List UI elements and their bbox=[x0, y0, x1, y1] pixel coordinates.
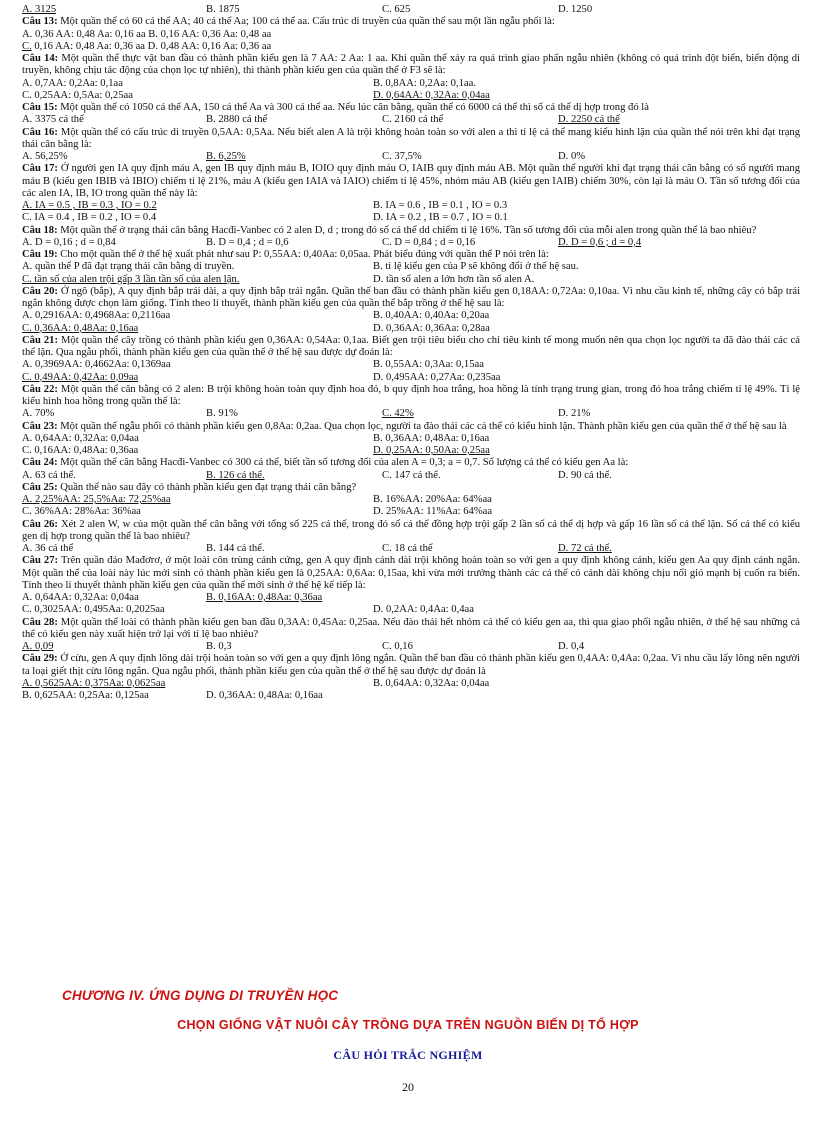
option-a: A. IA = 0.5 , IB = 0.3 , IO = 0.2 bbox=[22, 200, 157, 211]
question-text: Một quần thể loài có thành phần kiểu gen ban đầu 0,3AA: 0,45Aa: 0,25aa. Nếu đào thải hết nhóm cá thể có kiểu gen aa, thì qua giao phối ngẫu nhiên, ở thế hệ sau những cá thể có kiểu gen này xuất hiện trở lại với tỉ lệ bao nhiêu? bbox=[22, 616, 800, 640]
option-d: D. 0,36AA: 0,36Aa: 0,28aa bbox=[373, 322, 490, 334]
question-14 bbox=[22, 53, 800, 78]
q27-options bbox=[22, 592, 800, 604]
q19-options-2 bbox=[22, 274, 800, 286]
question-15 bbox=[22, 102, 800, 114]
option-d: D. D = 0,6 ; d = 0,4 bbox=[558, 236, 642, 248]
option-a: A. D = 0,16 ; d = 0,84 bbox=[22, 236, 116, 248]
q23-options-2 bbox=[22, 445, 800, 457]
option-b: B. 0,36AA: 0,48Aa: 0,16aa bbox=[373, 432, 490, 444]
question-text: Một quần thể ngẫu phối có thành phần kiểu gen 0,8Aa: 0,2aa. Qua chọn lọc, người ta đào thải các cá thể có kiểu hình lặn. Thành phần kiểu gen của quần thể ở thế hệ sau là bbox=[60, 420, 787, 432]
question-number: Câu 28: bbox=[22, 616, 58, 628]
option-d: D. 0,25AA: 0,50Aa: 0,25aa bbox=[373, 445, 490, 456]
question-text: Trên quần đảo Mađơrơ, ở một loài côn trùng cánh cứng, gen A quy định cánh dài trội không hoàn toàn so với gen a quy định không cánh, kiểu gen Aa quy định cánh ngắn. Một quần thể của loài này lúc mới sinh có thành phần kiểu gen là 0,25AA: 0,6Aa: 0,15aa, khi vừa mới trưởng thành các cá thể có cánh dài không chịu nổi gió mạnh bị cuốn ra biển. Tính theo lí thuyết thành phần kiểu gen của quần thể mới sinh ở thế hệ kế tiếp là: bbox=[22, 555, 801, 591]
option-a: A. 63 cá thể. bbox=[22, 469, 76, 481]
option-d: D. 0,4 bbox=[558, 641, 585, 652]
option-b: B. 144 cá thể. bbox=[206, 543, 265, 554]
option-c: C. D = 0,84 ; d = 0,16 bbox=[382, 236, 476, 248]
question-number: Câu 27: bbox=[22, 555, 59, 567]
question-19 bbox=[22, 249, 800, 261]
q20-options bbox=[22, 310, 800, 322]
question-28 bbox=[22, 617, 800, 642]
q14-options-2 bbox=[22, 90, 800, 102]
option-b-alt: B. 0,625AA: 0,25Aa: 0,125aa bbox=[22, 690, 149, 701]
option-c: C. 0,3025AA: 0,495Aa: 0,2025aa bbox=[22, 604, 165, 616]
option-d: D. 0,36AA: 0,48Aa: 0,16aa bbox=[206, 690, 323, 701]
option-b: B. 2880 cá thể bbox=[206, 114, 268, 126]
q21-options bbox=[22, 359, 800, 371]
subsection-title: CÂU HỎI TRẮC NGHIỆM bbox=[333, 1048, 483, 1062]
question-text: Ở người gen IA quy định máu A, gen IB quy định máu B, IOIO quy định máu O, IAIB quy định máu AB. Một quần thể người khi đạt trạng thái cân bằng có số người mang máu B (kiểu gen IBIB và IBIO) chiếm tỉ lệ 21%, máu A (kiểu gen IAIA và IAIO) chiếm tỉ lệ 45%, nhóm máu AB (kiểu gen IAIB) chiếm 30%, còn lại là máu O. Tần số tương đối của các alen IA, IB, IO trong quần thể này là: bbox=[22, 163, 801, 199]
option-b: B. IA = 0.6 , IB = 0.1 , IO = 0.3 bbox=[373, 200, 508, 211]
option-a: A. 0,09 bbox=[22, 641, 54, 652]
option-c: C. 36%AA: 28%Aa: 36%aa bbox=[22, 506, 141, 518]
question-number: Câu 13: bbox=[22, 16, 58, 28]
question-26 bbox=[22, 519, 800, 544]
question-18 bbox=[22, 225, 800, 237]
option-d: D. 72 cá thể. bbox=[558, 543, 612, 554]
question-text: Một quần thể có cấu trúc di truyền 0,5AA: 0,5Aa. Nếu biết alen A là trội không hoàn toàn so với alen a thì tỉ lệ cá thể mang kiểu hình lặn của quần thể nói trên khi đạt trạng thái cân bằng là: bbox=[22, 126, 801, 150]
question-text: Một quần thể có 60 cá thể AA; 40 cá thể Aa; 100 cá thể aa. Cấu trúc di truyền của quần thể sau một lần ngẫu phối là: bbox=[60, 16, 555, 28]
option-b: B. 0,16AA: 0,48Aa: 0,36aa bbox=[206, 592, 323, 603]
option-c: C. 2160 cá thể bbox=[382, 114, 444, 126]
option-b: B. 91% bbox=[206, 408, 238, 420]
q18-options bbox=[22, 237, 800, 249]
option-c-label: C. bbox=[22, 40, 32, 52]
option-d: D. tần số alen a lớn hơn tần số alen A. bbox=[373, 273, 535, 285]
option-a: A. 0,64AA: 0,32Aa: 0,04aa bbox=[22, 592, 139, 603]
options-text: 0,16 AA: 0,48 Aa: 0,36 aa D. 0,48 AA: 0,16 Aa: 0,36 aa bbox=[31, 40, 272, 52]
option-d: D. IA = 0.2 , IB = 0.7 , IO = 0.1 bbox=[373, 212, 508, 224]
q13-options-line1: A. 0,36 AA: 0,48 Aa: 0,16 aa B. 0,16 AA: 0,36 Aa: 0,48 aa bbox=[22, 28, 272, 40]
option-a: A. 0,7AA: 0,2Aa: 0,1aa bbox=[22, 77, 123, 89]
option-c: C. 0,49AA: 0,42Aa: 0,09aa bbox=[22, 371, 139, 383]
option-d: D. 90 cá thể. bbox=[558, 469, 612, 481]
question-17 bbox=[22, 163, 800, 200]
option-c: C. 0,16AA: 0,48Aa: 0,36aa bbox=[22, 445, 139, 456]
option-d: D. 2250 cá thể bbox=[558, 114, 620, 126]
option-c: C. tần số của alen trội gấp 3 lần tần số của alen lặn. bbox=[22, 273, 240, 285]
option-b: B. 16%AA: 20%Aa: 64%aa bbox=[373, 494, 492, 505]
question-number: Câu 15: bbox=[22, 102, 58, 113]
question-number: Câu 26: bbox=[22, 518, 58, 530]
question-number: Câu 29: bbox=[22, 653, 58, 665]
question-29 bbox=[22, 653, 800, 678]
question-25 bbox=[22, 482, 800, 494]
question-text: Quần thể nào sau đây có thành phần kiểu gen đạt trạng thái cân bằng? bbox=[60, 481, 357, 493]
question-text: Một quần thể có 1050 cá thể AA, 150 cá thể Aa và 300 cá thể aa. Nếu lúc cân bằng, quần thể có 6000 cá thể thì số cá thể dị hợp trong đó là bbox=[60, 102, 649, 113]
q25-options bbox=[22, 494, 800, 506]
option-b: B. tỉ lệ kiểu gen của P sẽ không đổi ở thế hệ sau. bbox=[373, 261, 579, 273]
question-number: Câu 24: bbox=[22, 457, 58, 469]
option-b: B. 0,64AA: 0,32Aa: 0,04aa bbox=[373, 677, 490, 689]
option-d: D. 25%AA: 11%Aa: 64%aa bbox=[373, 506, 493, 518]
question-text: Ở ngô (bắp), A quy định bắp trái dài, a quy định bắp trái ngắn. Quần thể ban đầu có thành phần kiểu gen 0,18AA: 0,72Aa: 0,10aa. Vì nhu cầu kinh tế, những cây có bắp trái ngắn không được chọn làm giống. Tính theo lí thuyết, thành phần kiểu gen của quần thể bắp trồng ở thế hệ sau là: bbox=[22, 285, 801, 309]
option-a: A. quần thể P đã đạt trạng thái cân bằng di truyền. bbox=[22, 261, 235, 273]
option-a: A. 56,25% bbox=[22, 151, 68, 162]
q25-options-2 bbox=[22, 506, 800, 518]
option-d: D. 0% bbox=[558, 151, 586, 162]
option-c: C. 625 bbox=[382, 4, 411, 15]
q23-options bbox=[22, 433, 800, 445]
option-b: B. 0,55AA: 0,3Aa: 0,15aa bbox=[373, 359, 484, 371]
option-c: C. 42% bbox=[382, 408, 414, 420]
option-a: A. 0,5625AA: 0,375Aa: 0,0625aa bbox=[22, 677, 166, 689]
q15-options bbox=[22, 114, 800, 126]
option-b: B. 0,40AA: 0,40Aa: 0,20aa bbox=[373, 310, 490, 322]
option-c: C. 0,16 bbox=[382, 641, 413, 652]
option-b: B. 6,25% bbox=[206, 151, 246, 162]
option-a: A. 3375 cá thể bbox=[22, 114, 84, 126]
question-text: Một quần thể cân bằng có 2 alen: B trội không hoàn toàn quy định hoa đỏ, b quy định hoa trắng, hoa hồng là tính trạng trung gian, trong đó hoa trắng chiếm tỉ lệ 49%. Tỉ lệ kiểu hình hoa hồng trong quần thể là: bbox=[22, 383, 800, 407]
option-a: A. 3125 bbox=[22, 4, 57, 15]
q12-options bbox=[22, 4, 800, 16]
option-b: B. 1875 bbox=[206, 4, 240, 15]
q27-options-2 bbox=[22, 604, 800, 616]
page-number: 20 bbox=[402, 1080, 414, 1094]
question-text: Một quần thể ở trạng thái cân bằng Hacđi-Vanbec có 2 alen D, d ; trong đó số cá thể dd chiếm tỉ lệ 16%. Tần số tương đối của mỗi alen trong quần thể là bao nhiêu? bbox=[60, 224, 757, 236]
option-d: D. 21% bbox=[558, 408, 591, 420]
q22-options bbox=[22, 408, 800, 420]
question-number: Câu 17: bbox=[22, 163, 58, 175]
question-number: Câu 14: bbox=[22, 53, 59, 64]
question-number: Câu 23: bbox=[22, 420, 58, 432]
question-27 bbox=[22, 555, 800, 592]
q29-options bbox=[22, 678, 800, 690]
q28-options bbox=[22, 641, 800, 653]
q26-options bbox=[22, 543, 800, 555]
question-text: Xét 2 alen W, w của một quần thể cân bằng với tổng số 225 cá thể, trong đó số cá thể đồng hợp trội gấp 2 lần số cá thể dị hợp và gấp 16 lần số cá thể lặn. Số cá thể có kiểu gen dị hợp trong quần thể là bao nhiêu? bbox=[22, 518, 800, 542]
q16-options bbox=[22, 151, 800, 163]
option-a: A. 70% bbox=[22, 408, 55, 420]
question-number: Câu 19: bbox=[22, 249, 58, 260]
question-text: Ở cừu, gen A quy định lông dài trội hoàn toàn so với gen a quy định lông ngắn. Quần thể ban đầu có thành phần kiểu gen 0,4AA: 0,4Aa: 0,2aa. Vì nhu cầu lấy lông nên người ta loại giết thịt cừu lông ngắn. Qua ngẫu phối, thành phần kiểu gen của quần thể ở thế hệ sau được dự đoán là bbox=[22, 653, 800, 677]
option-a: A. 36 cá thể bbox=[22, 543, 74, 554]
option-c: C. 147 cá thể. bbox=[382, 469, 441, 481]
question-21 bbox=[22, 335, 800, 360]
q24-options bbox=[22, 470, 800, 482]
option-c: C. 18 cá thể bbox=[382, 543, 433, 554]
question-20 bbox=[22, 286, 800, 311]
q14-options bbox=[22, 78, 800, 90]
q17-options-2 bbox=[22, 212, 800, 224]
option-c: C. 0,25AA: 0,5Aa: 0,25aa bbox=[22, 89, 133, 101]
question-22 bbox=[22, 384, 800, 409]
question-number: Câu 22: bbox=[22, 383, 58, 395]
q19-options bbox=[22, 261, 800, 273]
option-a: A. 0,64AA: 0,32Aa: 0,04aa bbox=[22, 432, 139, 444]
option-d: D. 1250 bbox=[558, 4, 593, 15]
q13-options-line2 bbox=[22, 41, 800, 53]
option-d: D. 0,2AA: 0,4Aa: 0,4aa bbox=[373, 604, 474, 616]
q21-options-2 bbox=[22, 372, 800, 384]
question-24 bbox=[22, 457, 800, 469]
question-13 bbox=[22, 16, 800, 28]
question-page bbox=[22, 4, 800, 702]
question-number: Câu 20: bbox=[22, 285, 58, 297]
q29-options-2 bbox=[22, 690, 800, 702]
option-a: A. 0,3969AA: 0,4662Aa: 0,1369aa bbox=[22, 359, 171, 371]
question-number: Câu 21: bbox=[22, 334, 58, 346]
question-number: Câu 18: bbox=[22, 224, 58, 236]
question-number: Câu 25: bbox=[22, 481, 58, 493]
question-number: Câu 16: bbox=[22, 126, 58, 138]
question-text: Một quần thể cây trồng có thành phần kiểu gen 0,36AA: 0,54Aa: 0,1aa. Biết gen trội tiêu biểu cho chỉ tiêu kinh tế mong muốn nên qua chọn lọc người ta đã đào thải các cá thể lặn. Qua ngẫu phối, thành phần kiểu gen của quần thể ở thế hệ sau được dự đoán là: bbox=[22, 334, 800, 358]
option-b: B. 0,3 bbox=[206, 641, 232, 652]
section-title: CHỌN GIỐNG VẬT NUÔI CÂY TRỒNG DỰA TRÊN NGUỒN BIẾN DỊ TỔ HỢP bbox=[177, 1018, 639, 1032]
question-23 bbox=[22, 421, 800, 433]
question-text: Một quần thể cân bằng Hacđi-Vanbec có 300 cá thể, biết tần số tương đối của alen A = 0,3; a = 0,7. Số lượng cá thể có kiểu gen Aa là: bbox=[60, 457, 629, 469]
question-text: Cho một quần thể ở thế hệ xuất phát như sau P: 0,55AA: 0,40Aa: 0,05aa. Phát biểu đúng với quần thể P nói trên là: bbox=[60, 249, 549, 260]
option-b: B. D = 0,4 ; d = 0,6 bbox=[206, 236, 289, 248]
option-c: C. 37,5% bbox=[382, 151, 422, 162]
option-a: A. 2,25%AA: 25,5%Aa: 72,25%aa bbox=[22, 494, 171, 505]
option-b: B. 126 cá thể. bbox=[206, 469, 265, 481]
option-a: A. 0,2916AA: 0,4968Aa: 0,2116aa bbox=[22, 310, 171, 322]
option-c: C. IA = 0.4 , IB = 0.2 , IO = 0.4 bbox=[22, 212, 157, 224]
option-d: D. 0,64AA: 0,32Aa: 0,04aa bbox=[373, 89, 490, 101]
option-d: D. 0,495AA: 0,27Aa: 0,235aa bbox=[373, 371, 501, 383]
question-text: Một quần thể thực vật ban đầu có thành phần kiểu gen là 7 AA: 2 Aa: 1 aa. Khi quần thể xảy ra quá trình giao phấn ngẫu nhiên (không có quá trình đột biến, biến động di truyền, không chịu tác động của chọn lọc tự nhiên), thì thành phần kiểu gen của quần thể ở F3 sẽ là: bbox=[22, 53, 801, 77]
chapter-title: CHƯƠNG IV. ỨNG DỤNG DI TRUYỀN HỌC bbox=[62, 988, 339, 1003]
option-c: C. 0,36AA: 0,48Aa: 0,16aa bbox=[22, 322, 139, 334]
option-b: B. 0,8AA: 0,2Aa: 0,1aa. bbox=[373, 77, 476, 89]
q17-options bbox=[22, 200, 800, 212]
q20-options-2 bbox=[22, 323, 800, 335]
question-16 bbox=[22, 127, 800, 152]
